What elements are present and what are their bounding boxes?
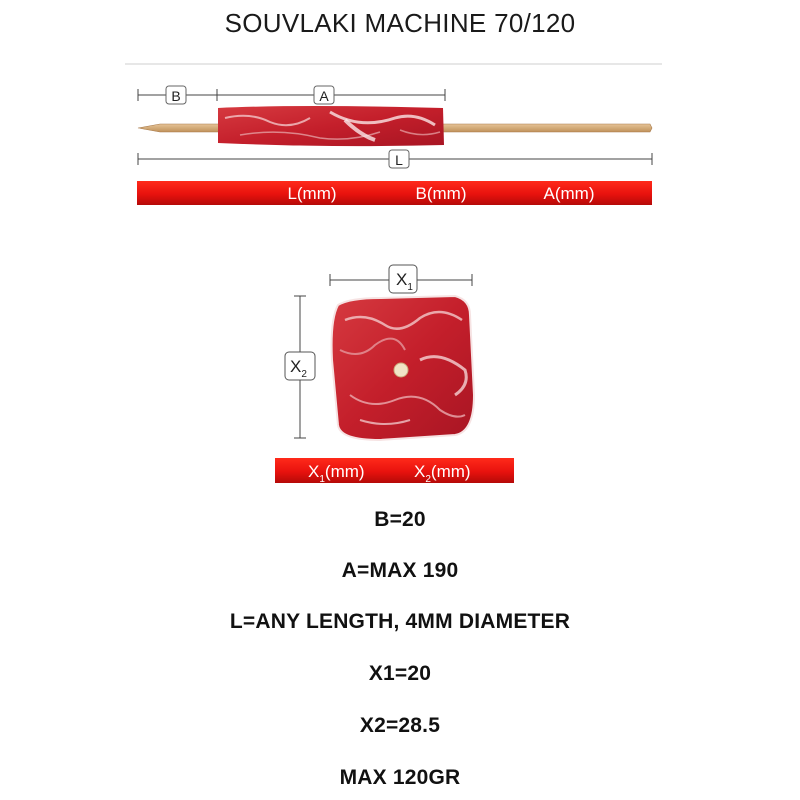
spec-l: L=ANY LENGTH, 4MM DIAMETER xyxy=(229,610,571,633)
dimension-a xyxy=(217,86,445,104)
spec-a: A=MAX 190 xyxy=(341,559,459,582)
meat-chunk xyxy=(218,106,444,146)
spec-x1: X1=20 xyxy=(368,662,432,685)
page-title: SOUVLAKI MACHINE 70/120 xyxy=(224,8,576,38)
bar-label-x2: $X_2(mm)$ xyxy=(414,462,471,485)
label-l: L xyxy=(395,152,403,168)
label-b: B xyxy=(171,88,181,104)
dimension-x2 xyxy=(285,296,315,438)
label-a: A xyxy=(319,88,329,104)
bar-label-l: L(mm) xyxy=(287,184,337,203)
dimension-l xyxy=(138,150,652,168)
bar-label-x1: $X_1(mm)$ xyxy=(308,462,365,485)
meat-cube xyxy=(332,296,474,440)
spec-b: B=20 xyxy=(374,508,426,531)
cross-section-illustration xyxy=(275,265,514,485)
dimension-b xyxy=(138,86,217,104)
spec-weight: MAX 120GR xyxy=(339,766,461,789)
label-x2: $X_2$ xyxy=(290,357,307,380)
spec-x2: X2=28.5 xyxy=(359,714,441,737)
dimension-x1 xyxy=(330,265,472,293)
skewer-hole xyxy=(394,363,408,377)
bar-label-a: A(mm) xyxy=(543,184,595,203)
bar-label-b: B(mm) xyxy=(415,184,467,203)
skewer-illustration xyxy=(137,86,652,205)
label-x1: $X_1$ xyxy=(396,270,413,293)
